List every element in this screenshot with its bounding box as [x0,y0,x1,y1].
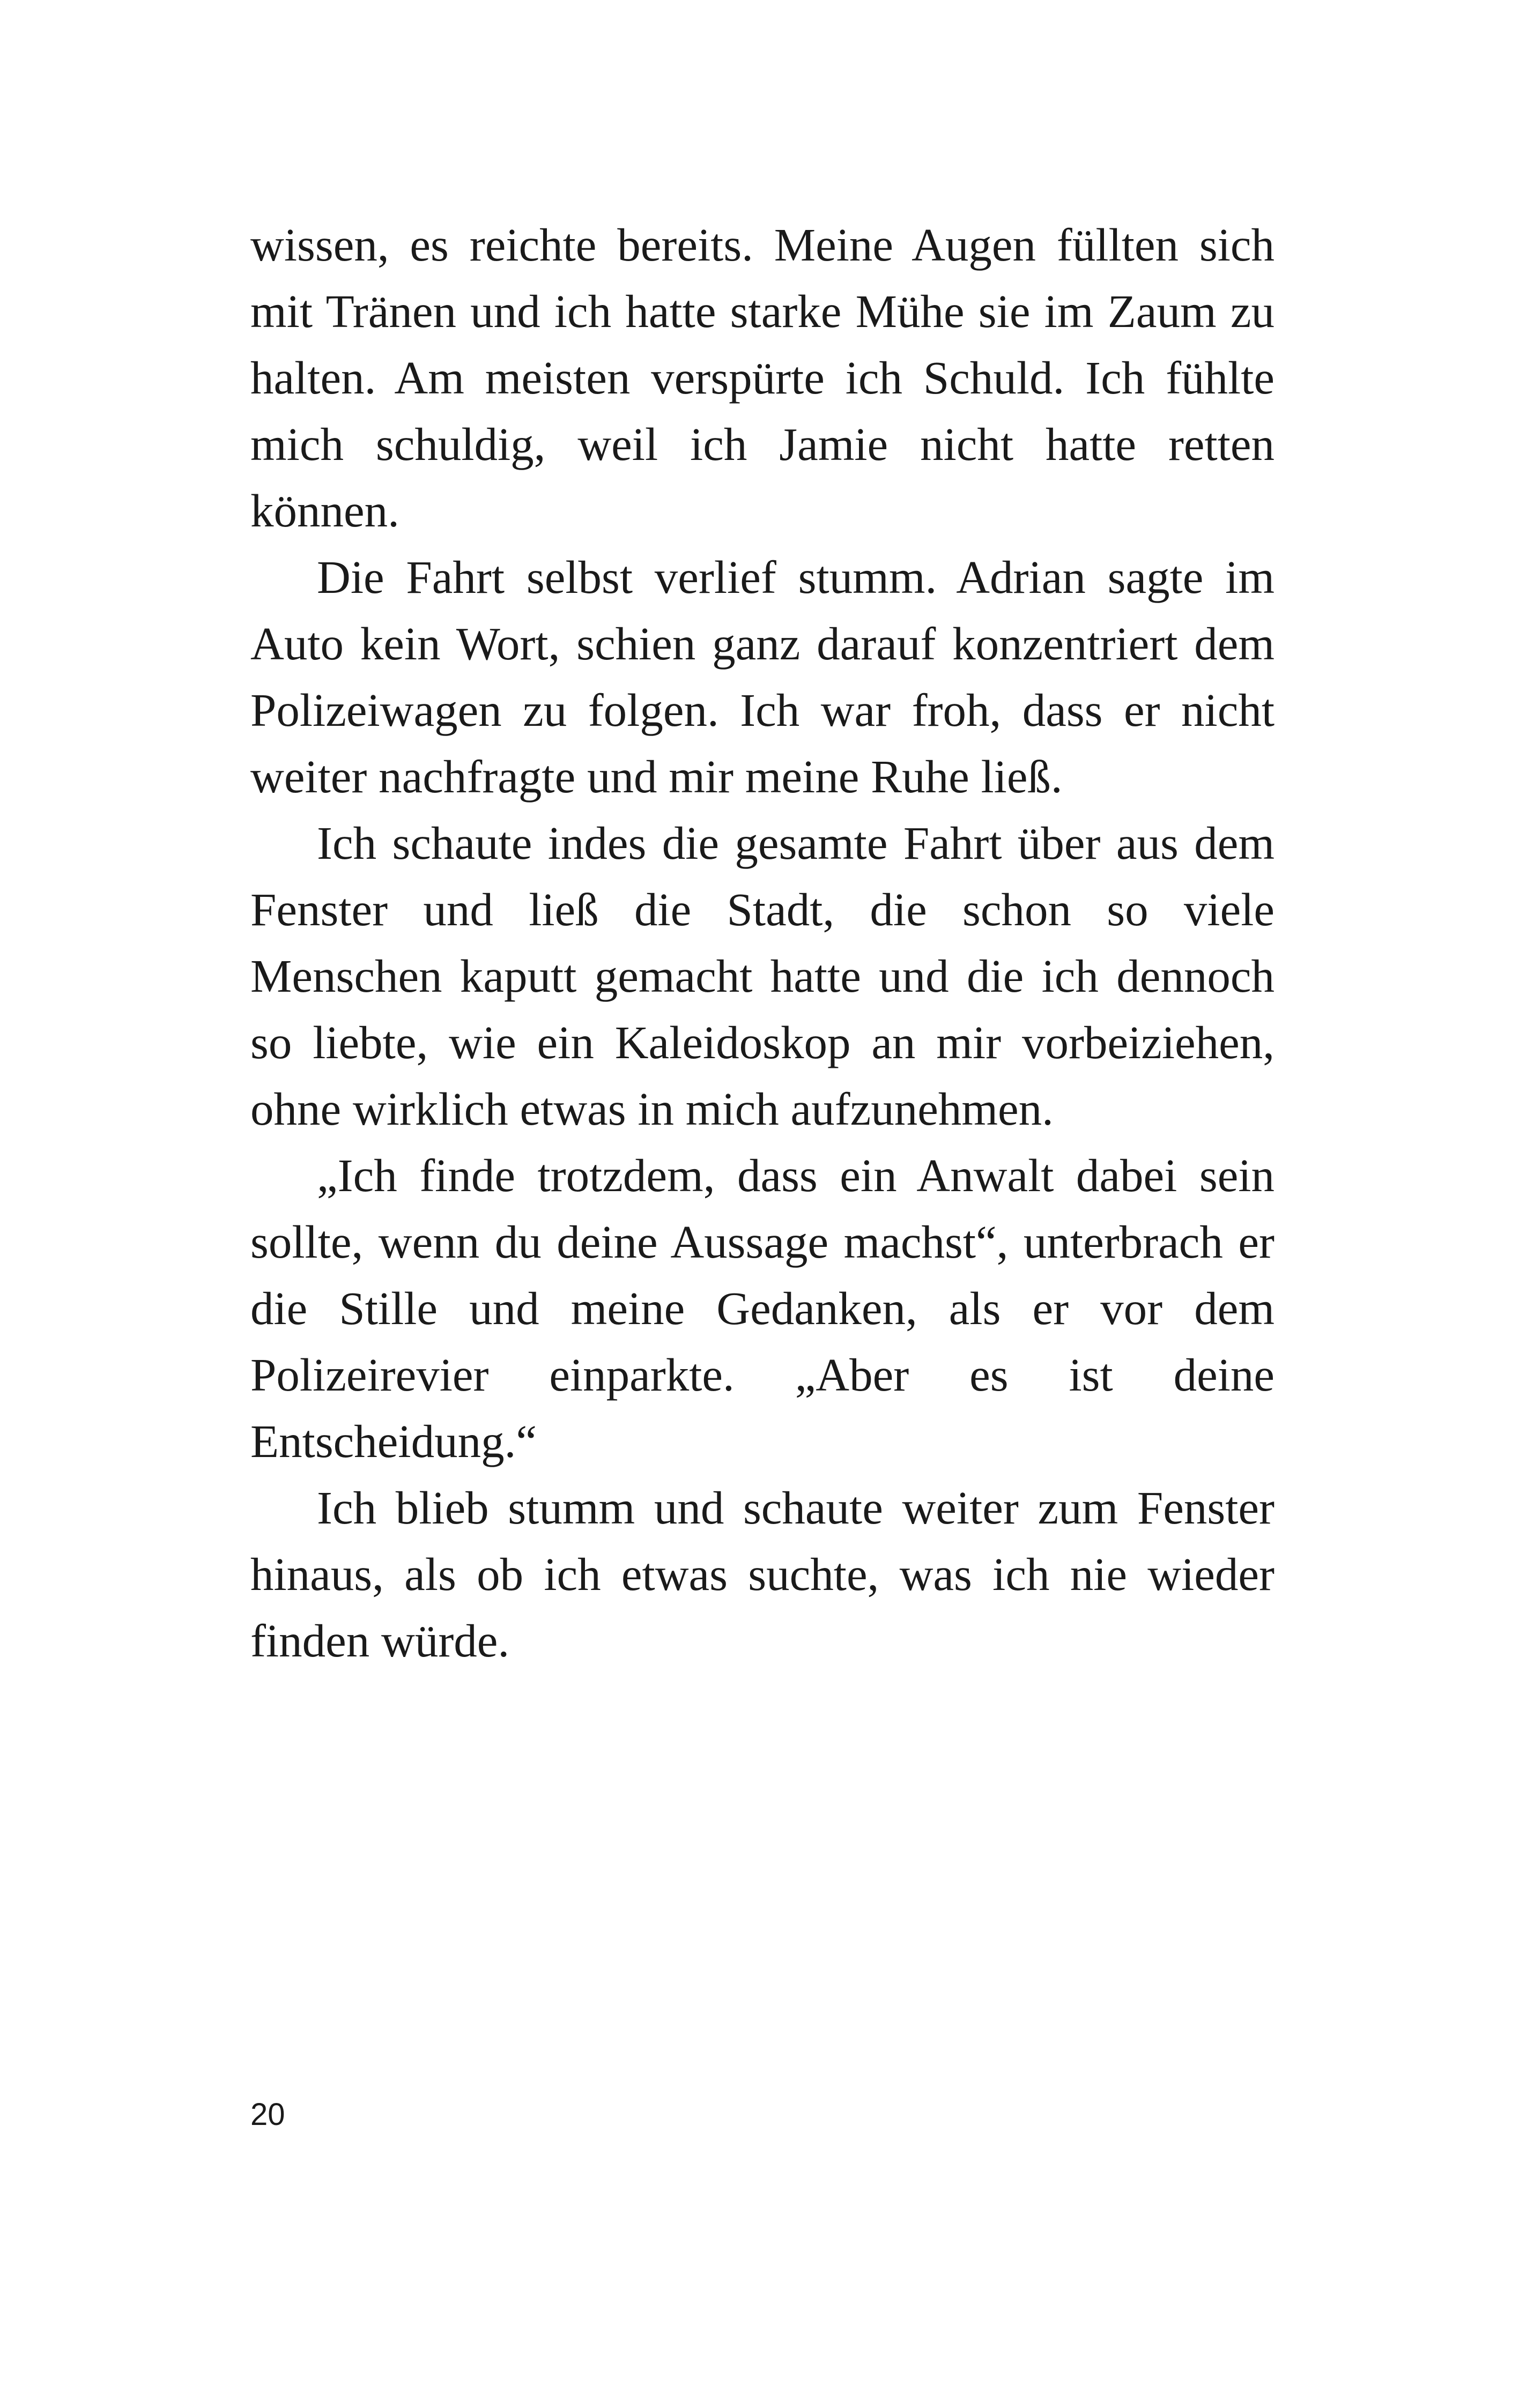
paragraph-ending: Ich blieb stumm und schaute weiter zum Fenster hinaus, als ob ich etwas suchte, was ich nie wieder finden würde. [250,1482,1275,1667]
paragraph-dialogue: „Ich finde trotzdem, dass ein Anwalt dabei sein sollte, wenn du deine Aussage machst“, unterbrach er die Stille und meine Gedanken, als er vor dem Polizeirevier einparkte. „Aber es ist deine Entscheidung.“ [250,1149,1275,1467]
paragraph-window: Ich schaute indes die gesamte Fahrt über aus dem Fenster und ließ die Stadt, die schon so viele Menschen kaputt gemacht hatte und die ich dennoch so liebte, wie ein Kaleidoskop an mir vorbeiziehen, ohne wirklich etwas in mich aufzunehmen. [250,817,1275,1135]
page-number: 20 [250,2097,285,2132]
paragraph-continuation: wissen, es reichte bereits. Meine Augen füllten sich mit Tränen und ich hatte starke Mühe sie im Zaum zu halten. Am meisten verspürte ich Schuld. Ich fühlte mich schuldig, weil ich Jamie nicht hatte retten können. [250,219,1275,537]
paragraph-drive: Die Fahrt selbst verlief stumm. Adrian sagte im Auto kein Wort, schien ganz darauf konzentriert dem Polizeiwagen zu folgen. Ich war froh, dass er nicht weiter nachfragte und mir meine Ruhe ließ. [250,551,1275,802]
body-text [250,212,1275,1674]
